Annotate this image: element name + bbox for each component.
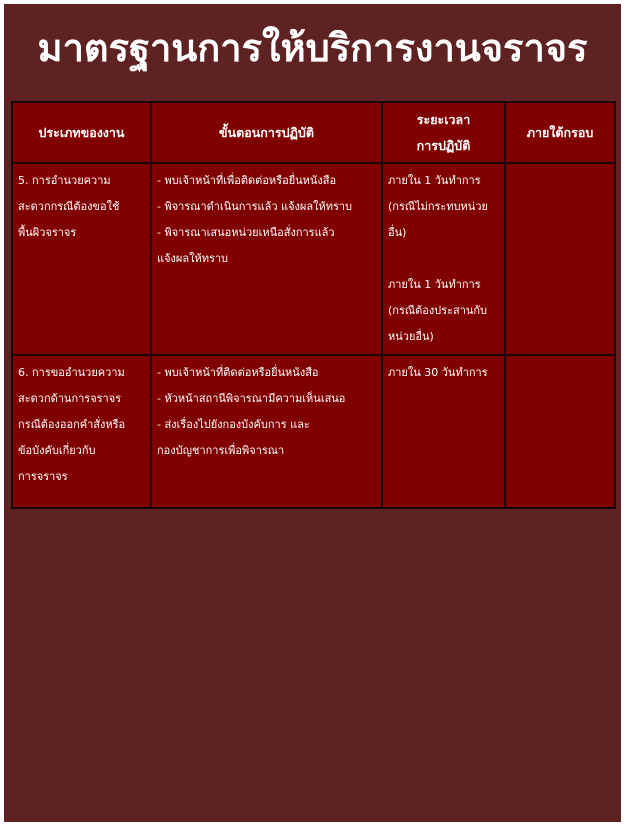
table-row bbox=[12, 163, 615, 355]
header-work-type: ประเภทของงาน bbox=[12, 102, 151, 163]
cell-duration bbox=[382, 163, 505, 355]
duration-line: อื่น) bbox=[388, 226, 407, 239]
procedure-step-line: - พิจารณาดำเนินการแล้ว แจ้งผลให้ทราบ bbox=[157, 200, 353, 213]
work-type-line: สะดวกด้านการจราจร bbox=[18, 392, 122, 405]
page-background bbox=[4, 4, 621, 822]
procedure-step bbox=[157, 386, 376, 412]
duration-spacer bbox=[388, 246, 499, 272]
header-duration bbox=[382, 102, 505, 163]
duration-line: ภายใน 1 วันทำการ bbox=[388, 278, 481, 291]
cell-work-type bbox=[12, 163, 151, 355]
procedure-step-line: - พิจารณาเสนอหน่วยเหนือสั่งการแล้ว bbox=[157, 226, 335, 239]
work-type-line: พื้นผิวจราจร bbox=[18, 226, 77, 239]
duration-line: (กรณีไม่กระทบหน่วย bbox=[388, 200, 488, 213]
work-type-line: ข้อบังคับเกี่ยวกับ bbox=[18, 444, 96, 457]
procedure-step-line: - หัวหน้าสถานีพิจารณามีความเห็นเสนอ bbox=[157, 392, 346, 405]
cell-procedure bbox=[151, 163, 382, 355]
cell-framework bbox=[505, 355, 615, 508]
procedure-step bbox=[157, 360, 376, 386]
duration-line: หน่วยอื่น) bbox=[388, 330, 434, 343]
header-duration-line: ระยะเวลา bbox=[416, 111, 471, 127]
work-type-line: 5. การอำนวยความ bbox=[18, 174, 111, 187]
procedure-step-line: แจ้งผลให้ทราบ bbox=[157, 252, 229, 265]
procedure-step bbox=[157, 168, 376, 194]
work-type-line: กรณีต้องออกคำสั่งหรือ bbox=[18, 418, 126, 431]
procedure-step-line: - ส่งเรื่องไปยังกองบังคับการ และ bbox=[157, 418, 310, 431]
procedure-step-line: - พบเจ้าหน้าที่เพื่อติดต่อหรือยื่นหนังสือ bbox=[157, 174, 337, 187]
page-title: มาตรฐานการให้บริการงานจราจร bbox=[37, 26, 588, 70]
procedure-step-line: - พบเจ้าหน้าที่ติดต่อหรือยื่นหนังสือ bbox=[157, 366, 319, 379]
header-framework: ภายใต้กรอบ bbox=[505, 102, 615, 163]
procedure-step bbox=[157, 194, 376, 220]
work-type-line: การจราจร bbox=[18, 470, 68, 483]
procedure-step bbox=[157, 412, 376, 464]
duration-line: ภายใน 1 วันทำการ bbox=[388, 174, 481, 187]
cell-work-type bbox=[12, 355, 151, 508]
work-type-line: สะดวกกรณีต้องขอใช้ bbox=[18, 200, 120, 213]
header-duration-line: การปฏิบัติ bbox=[416, 137, 471, 153]
cell-procedure bbox=[151, 355, 382, 508]
work-type-line: 6. การขออำนวยความ bbox=[18, 366, 125, 379]
cell-framework bbox=[505, 163, 615, 355]
table-header-row bbox=[12, 102, 615, 163]
service-standard-table bbox=[11, 101, 616, 509]
procedure-step-line: กองบัญชาการเพื่อพิจารณา bbox=[157, 444, 285, 457]
cell-duration bbox=[382, 355, 505, 508]
duration-line: ภายใน 30 วันทำการ bbox=[388, 366, 488, 379]
duration-line: (กรณีต้องประสานกับ bbox=[388, 304, 488, 317]
header-procedure: ขั้นตอนการปฏิบัติ bbox=[151, 102, 382, 163]
procedure-step bbox=[157, 220, 376, 272]
table-row bbox=[12, 355, 615, 508]
